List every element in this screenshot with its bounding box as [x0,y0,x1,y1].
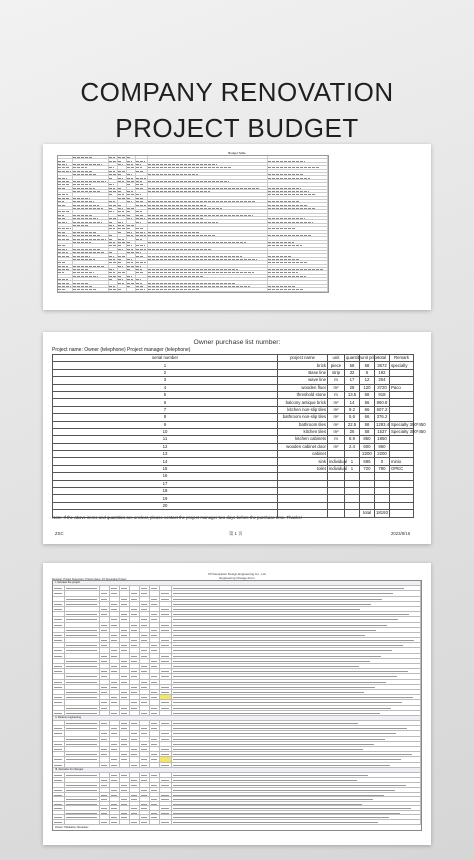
table-cell [360,473,375,480]
table-cell [278,473,328,480]
table-cell: 600 [360,443,375,450]
table-cell: 720 [360,465,375,472]
table-cell [360,495,375,502]
table-cell: kitchen cabinets [278,436,328,443]
table-cell: 10 [53,428,278,435]
footer-page-number: 第 1 页 [229,531,243,536]
table-cell: 204 [375,377,390,384]
table-row [53,414,414,421]
table-cell: 56 [360,399,375,406]
table-cell: 16 [53,473,278,480]
table-cell [390,473,414,480]
table-cell: 120 [360,384,375,391]
table-cell: 1850 [375,436,390,443]
column-header: serial number [53,355,278,362]
table-cell [375,488,390,495]
table-cell [390,391,414,398]
table-row [53,480,414,487]
table-cell: 17 [345,377,360,384]
table-row [53,488,414,495]
table-cell: 6 [360,369,375,376]
table-cell: 0 [375,458,390,465]
table-row [53,458,414,465]
table-row [53,495,414,502]
table-row [53,502,414,509]
mini-row [58,288,328,291]
table-cell [360,502,375,509]
table-cell: 14 [53,458,278,465]
table-cell: minio [390,458,414,465]
table-cell [390,502,414,509]
table-cell [345,480,360,487]
table-cell [375,480,390,487]
table-cell [328,451,345,458]
change-form-footer: Owner: Tabulation: Reviewer: [55,825,89,829]
table-cell: 5 [53,391,278,398]
table-cell: m² [328,384,345,391]
table-cell: 8.9 [345,436,360,443]
budget-table-title: Budget Table [228,151,246,155]
table-cell [390,406,414,413]
table-row [53,436,414,443]
table-cell [328,473,345,480]
table-row [53,428,414,435]
table-cell [360,488,375,495]
table-cell [390,369,414,376]
table-cell [375,502,390,509]
table-cell: 18193 [376,510,388,516]
table-cell: m [328,377,345,384]
column-header: unit price [361,355,379,361]
column-header: project name [278,355,328,362]
preview-page-1[interactable] [43,144,431,310]
table-cell: 2200 [375,451,390,458]
change-form-grid [52,580,422,831]
table-cell: 960 [375,443,390,450]
table-cell: 376.2 [375,414,390,421]
table-row [53,377,414,384]
table-cell [328,495,345,502]
table-cell: Base line [278,369,328,376]
table-cell [278,480,328,487]
table-cell [278,495,328,502]
purchase-list-heading: Owner purchase list number: [193,339,281,346]
table-cell [345,473,360,480]
table-cell [328,510,345,517]
table-cell: 15 [53,465,278,472]
table-cell: individual [329,466,347,472]
column-header: Remark [390,355,414,362]
table-cell: 13 [53,451,278,458]
table-cell: kitchen tiles [278,428,328,435]
table-cell: sink [278,458,328,465]
table-cell [390,488,414,495]
table-cell: cabinet [278,451,328,458]
table-cell: Specialty 300*450 [391,429,426,435]
table-cell: 32 [345,369,360,376]
table-cell [390,377,414,384]
table-cell: kitchen non-slip tiles [278,406,328,413]
table-cell [360,480,375,487]
company-name: XX Decoration Design Engineering Co., Ltd. [207,572,267,576]
table-cell: piece [328,362,345,369]
table-cell [390,495,414,502]
table-cell: 68 [360,391,375,398]
table-cell: 1293.4 [376,421,390,427]
table-cell: 1 [345,465,360,472]
column-header: quantity [346,355,362,361]
table-cell: wave line [278,377,328,384]
footer-left: ZSC [55,531,64,536]
table-row [53,473,414,480]
table-cell: 850 [360,436,375,443]
table-cell: 18 [53,488,278,495]
table-cell [390,399,414,406]
footer-date: 2023/8/16 [391,531,411,536]
table-cell: threshold stone [278,391,328,398]
table-row [53,362,414,369]
table-cell [345,510,360,517]
table-cell: 2200 [360,451,375,458]
table-cell: 7 [53,406,278,413]
table-cell: 20 [53,502,278,509]
table-cell: 2 [53,369,278,376]
table-cell: m² [328,428,345,435]
table-cell [345,495,360,502]
table-cell: 13.5 [345,391,360,398]
table-cell [390,480,414,487]
table-cell: m [328,391,345,398]
column-header: total [375,355,390,362]
table-cell: toilet [278,465,328,472]
table-cell [375,473,390,480]
table-row [53,465,414,472]
table-cell: m² [328,443,345,450]
table-cell: 1 [53,362,278,369]
table-cell: m² [328,414,345,421]
table-cell [345,502,360,509]
table-cell [375,495,390,502]
table-cell: 1537 [375,428,390,435]
table-cell [328,502,345,509]
table-cell: 9 [53,421,278,428]
table-row [53,384,414,391]
table-cell: 68 [360,362,375,369]
table-cell: Paco [390,384,414,391]
table-row [53,391,414,398]
table-cell: OPEC [390,465,414,472]
table-cell: balcony antique brick [278,399,328,406]
table-cell: 8 [53,414,278,421]
table-cell: 14 [345,399,360,406]
table-cell: bathroom tiles [278,421,328,428]
preview-page-3[interactable] [43,563,431,845]
table-cell [390,510,414,517]
table-cell: m² [328,399,345,406]
table-row [53,451,414,458]
preview-page-2[interactable] [43,332,431,544]
table-cell: m² [328,406,345,413]
table-cell: Specialty 300*450 [391,421,426,427]
table-cell: brick [278,362,328,369]
table-cell [328,488,345,495]
table-cell [278,502,328,509]
table-cell: 66 [360,406,375,413]
table-cell [345,488,360,495]
table-cell: 192 [375,369,390,376]
table-cell: 6 [53,399,278,406]
table-cell: specially [390,362,414,369]
table-cell [390,436,414,443]
table-cell: 58 [360,428,375,435]
table-cell: individual [329,458,347,464]
table-cell: 12 [53,443,278,450]
column-header: unit [328,355,345,362]
table-cell [390,451,414,458]
table-cell: 12 [360,377,375,384]
change-form-title: Engineering Change Form [219,575,255,580]
table-cell [390,443,414,450]
table-cell: 3672 [375,362,390,369]
table-cell: wooden cabinet door [278,443,328,450]
table-cell: 11 [53,436,278,443]
table-cell: 607.2 [375,406,390,413]
table-cell: 2.4 [345,443,360,450]
table-cell: 1 [345,458,360,465]
table-cell: 3720 [375,384,390,391]
table-cell: 3 [53,377,278,384]
table-header-row [53,355,414,362]
table-cell: total [360,510,375,517]
table-cell: wooden floor [278,384,328,391]
table-cell: 58 [345,362,360,369]
table-cell: 918 [375,391,390,398]
budget-table-grid [57,155,329,293]
table-row [53,443,414,450]
purchase-list-table [52,354,426,518]
table-row [53,406,414,413]
table-row [53,399,414,406]
table-cell: 19 [53,495,278,502]
section-label: I. Increase the project [53,581,421,585]
table-cell [390,414,414,421]
section-label: III. Remarks for changes [53,768,421,772]
table-cell: 860.8 [375,399,390,406]
table-cell: 28 [345,384,360,391]
table-cell: strip [328,369,345,376]
table-cell: 17 [53,480,278,487]
table-cell: 26 [345,428,360,435]
table-cell: bathroom non-slip tiles [278,414,328,421]
page-title-line-1: COMPANY RENOVATION [80,77,394,107]
section-label: II. Reduce engineering [53,716,421,720]
change-form-project-line: Designer: Project Supervisor: Project Name: XX Decoration Project [52,577,127,581]
table-cell: 22.5 [345,421,360,428]
table-cell [278,488,328,495]
page-title-line-2: PROJECT BUDGET [115,113,359,143]
table-cell: 9.2 [345,406,360,413]
table-cell: 58 [360,421,375,428]
table-cell: 4 [53,384,278,391]
table-cell [345,451,360,458]
purchase-note: Note: If the above items and quantities are unclear, please contact the project manager two days before the purchase time. Thanks! [52,515,302,520]
table-cell: m [328,436,345,443]
table-cell: 790 [375,465,390,472]
table-cell: 595 [360,458,375,465]
page-title [0,74,474,146]
table-cell [328,480,345,487]
table-cell: 66 [360,414,375,421]
project-line: Project name: Owner (telephone) Project manager (telephone) [52,347,191,353]
table-cell: m² [328,421,345,428]
table-row [53,421,414,428]
table-row [53,369,414,376]
table-cell: 5.6 [345,414,360,421]
